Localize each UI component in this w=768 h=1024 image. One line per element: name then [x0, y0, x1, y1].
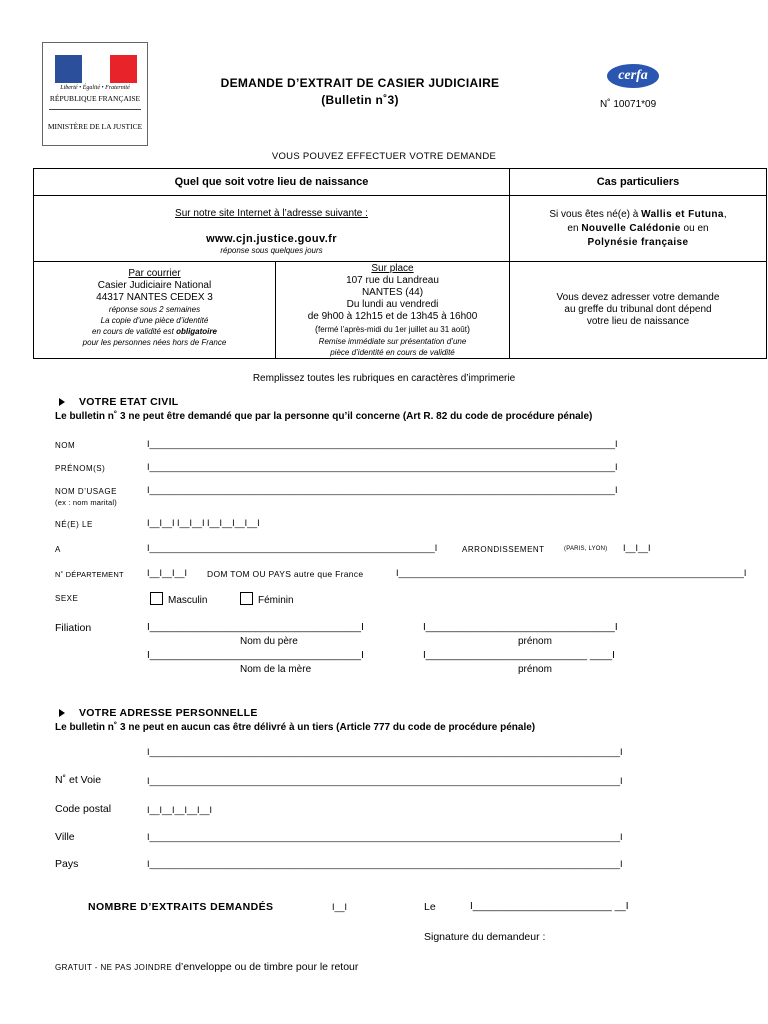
logo-ministry: MINISTÈRE DE LA JUSTICE — [47, 122, 143, 131]
dom-tom-label: DOM TOM OU PAYS autre que France — [207, 569, 364, 579]
internet-cell — [34, 196, 510, 262]
prenoms-field[interactable]: I_____________________________________________________________________________________________I — [147, 462, 618, 472]
pays-label: Pays — [55, 858, 79, 870]
place-line: (fermé l’après-midi du 1er juillet au 31 août) — [315, 324, 470, 334]
nom-field[interactable]: I_____________________________________________________________________________________________I — [147, 439, 618, 449]
triangle-bullet-icon — [59, 709, 65, 717]
internet-label: Sur notre site Internet à l’adresse suivante : — [175, 208, 368, 219]
place-line: Du lundi au vendredi — [346, 299, 439, 310]
father-name-field[interactable]: I______________________________________I — [147, 622, 364, 633]
special-cell-2 — [510, 262, 767, 359]
republique-francaise-logo — [42, 42, 148, 146]
table-header-special: Cas particuliers — [510, 169, 767, 196]
voie-field[interactable]: I______________________________________________________________________________________________I — [147, 776, 623, 786]
arrondissement-field[interactable]: I__I__I — [623, 543, 651, 553]
mother-name-field[interactable]: I______________________________________I — [147, 650, 364, 661]
lieu-field[interactable]: I_________________________________________________________I — [147, 543, 438, 553]
voie-label: N˚ et Voie — [55, 774, 102, 786]
cerfa-logo: cerfa — [607, 64, 659, 88]
lieu-label: A — [55, 545, 61, 554]
dom-tom-field[interactable]: I_____________________________________________________________________I — [396, 568, 747, 578]
signature-label: Signature du demandeur : — [424, 931, 546, 943]
special-cell-1: Si vous êtes né(e) à Wallis et Futuna, en Nouvelle Calédonie ou en Polynésie française — [510, 196, 767, 262]
ville-label: Ville — [55, 831, 75, 843]
place-line: de 9h00 à 12h15 et de 13h45 à 16h00 — [307, 311, 478, 322]
courrier-line: Casier Judiciaire National — [97, 280, 212, 291]
form-subtitle: (Bulletin n˚3) — [321, 93, 399, 107]
logo-republic: RÉPUBLIQUE FRANÇAISE — [49, 94, 141, 103]
place-title: Sur place — [371, 263, 414, 274]
adresse-warning: Le bulletin n˚ 3 ne peut en aucun cas être délivré à un tiers (Article 777 du code de procédure pénale) — [55, 722, 536, 733]
instruction-text: Remplissez toutes les rubriques en caractères d’imprimerie — [252, 373, 516, 384]
code-postal-field[interactable]: I__I__I__I__I__I — [147, 805, 213, 815]
intro-text: VOUS POUVEZ EFFECTUER VOTRE DEMANDE — [271, 151, 497, 162]
mother-firstname-field[interactable]: I_____________________________ ____I — [423, 650, 615, 661]
section-adresse: VOTRE ADRESSE PERSONNELLE — [59, 707, 258, 719]
date-label: Le — [424, 901, 436, 913]
courrier-title: Par courrier — [128, 268, 181, 279]
nom-usage-note: (ex : nom marital) — [55, 498, 117, 507]
marianne-flag-icon — [55, 55, 137, 83]
request-methods-table — [33, 168, 767, 359]
internet-url[interactable]: www.cjn.justice.gouv.fr — [206, 233, 337, 245]
courrier-cell — [34, 262, 276, 359]
code-postal-label: Code postal — [55, 803, 112, 815]
triangle-bullet-icon — [59, 398, 65, 406]
nombre-label: NOMBRE D’EXTRAITS DEMANDÉS — [88, 901, 274, 913]
courrier-line: 44317 NANTES CEDEX 3 — [96, 292, 213, 303]
nom-usage-label: NOM D’USAGE — [55, 487, 117, 496]
special-line: au greffe du tribunal dont dépend — [564, 304, 712, 315]
ville-field[interactable]: I______________________________________________________________________________________________I — [147, 832, 623, 842]
civil-warning: Le bulletin n˚ 3 ne peut être demandé que par la personne qu’il concerne (Art R. 82 du code de procédure pénale) — [55, 411, 593, 422]
arrondissement-label: ARRONDISSEMENT — [462, 545, 545, 554]
masculin-option[interactable]: Masculin — [150, 592, 207, 606]
courrier-note: réponse sous 2 semaines — [108, 305, 201, 314]
prenom-pere-label: prénom — [518, 636, 552, 647]
feminin-checkbox[interactable] — [240, 592, 253, 605]
place-line: NANTES (44) — [361, 287, 424, 298]
nom-pere-label: Nom du père — [240, 636, 298, 647]
courrier-note: La copie d’une pièce d’identité — [100, 316, 209, 325]
section-etat-civil: VOTRE ETAT CIVIL — [59, 396, 179, 408]
courrier-note: pour les personnes nées hors de France — [82, 338, 227, 347]
place-line: 107 rue du Landreau — [346, 275, 439, 286]
table-header-birthplace: Quel que soit votre lieu de naissance — [34, 169, 510, 196]
departement-field[interactable]: I__I__I__I — [147, 568, 188, 578]
pays-field[interactable]: I______________________________________________________________________________________________I — [147, 859, 623, 869]
special-line: votre lieu de naissance — [586, 316, 690, 327]
nom-usage-field[interactable]: I_____________________________________________________________________________________________I — [147, 485, 618, 495]
prenoms-label: PRÉNOM(S) — [55, 464, 106, 473]
filiation-label: Filiation — [55, 622, 92, 634]
internet-note: réponse sous quelques jours — [220, 246, 323, 255]
gratuit-note: GRATUIT - NE PAS JOINDRE d’enveloppe ou de timbre pour le retour — [55, 961, 359, 973]
sexe-label: SEXE — [55, 594, 79, 603]
place-note: pièce d’identité en cours de validité — [330, 348, 455, 357]
father-firstname-field[interactable]: I__________________________________I — [423, 622, 618, 633]
nombre-field[interactable]: I__I — [332, 902, 348, 912]
arrondissement-note: (PARIS, LYON) — [564, 546, 608, 552]
prenom-mere-label: prénom — [518, 664, 552, 675]
logo-divider — [49, 109, 141, 110]
address-line-1[interactable]: I______________________________________________________________________________________________I — [147, 747, 623, 757]
nom-mere-label: Nom de la mère — [240, 664, 312, 675]
cerfa-number: N˚ 10071*09 — [600, 99, 657, 110]
place-cell — [276, 262, 510, 359]
place-note: Remise immédiate sur présentation d’une — [318, 337, 467, 346]
logo-motto: Liberté • Égalité • Fraternité — [60, 85, 130, 91]
nom-label: NOM — [55, 441, 76, 450]
feminin-option[interactable]: Féminin — [240, 592, 294, 606]
masculin-checkbox[interactable] — [150, 592, 163, 605]
ne-le-label: NÉ(E) LE — [55, 520, 93, 529]
courrier-note: en cours de validité est obligatoire — [92, 327, 217, 336]
form-title: DEMANDE D’EXTRAIT DE CASIER JUDICIAIRE — [220, 76, 500, 90]
departement-label: N˚ DÉPARTEMENT — [55, 570, 124, 579]
special-line: Vous devez adresser votre demande — [556, 292, 720, 303]
date-field[interactable]: I_________________________ __I — [470, 901, 629, 912]
birth-date-field[interactable]: I__I__I I__I__I I__I__I__I__I — [147, 518, 260, 528]
